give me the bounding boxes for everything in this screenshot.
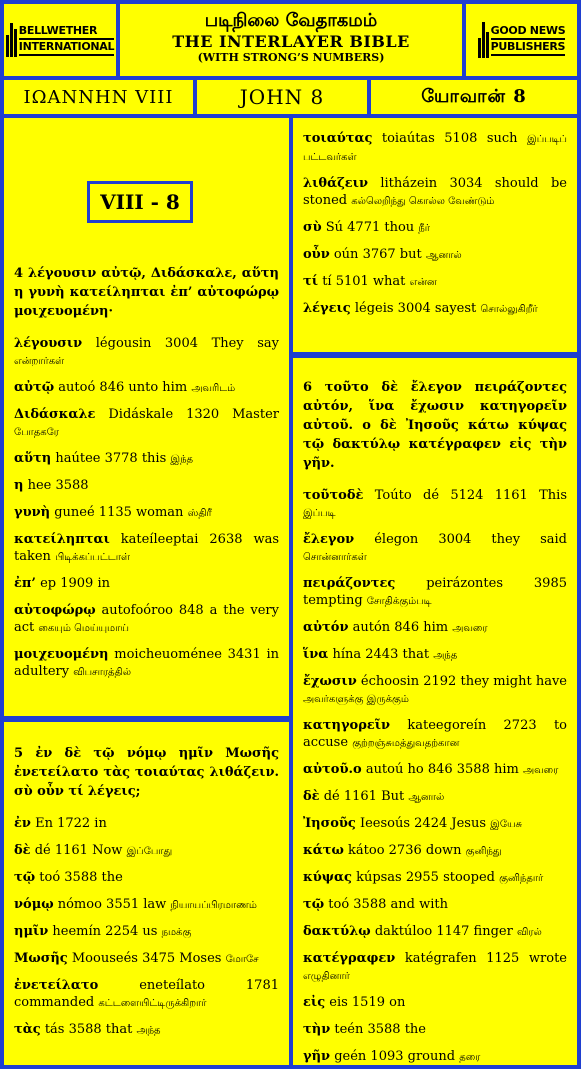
transliteration-strongs-gloss: kátoo 2736 down bbox=[348, 843, 462, 858]
right-logo-line1: GOOD NEWS bbox=[491, 24, 566, 40]
word-entry bbox=[14, 602, 279, 637]
tamil-gloss: இப்போது bbox=[126, 846, 173, 857]
transliteration-strongs-gloss: katégrafen 1125 wrote bbox=[404, 951, 567, 966]
word-entry bbox=[14, 575, 279, 593]
tamil-gloss: கல்லெறிந்து கொல்ல வேண்டும் bbox=[351, 196, 495, 207]
transliteration-strongs-gloss: Didáskale 1320 Master bbox=[108, 407, 279, 422]
greek-word: ἔλεγον bbox=[303, 532, 355, 547]
transliteration-strongs-gloss: dé 1161 Now bbox=[34, 843, 123, 858]
tamil-gloss: அவர்களுக்கு இருக்கும் bbox=[303, 694, 409, 705]
transliteration-strongs-gloss: teén 3588 the bbox=[334, 1022, 426, 1037]
transliteration-strongs-gloss: légeis 3004 sayest bbox=[354, 301, 477, 316]
greek-word: κύψας bbox=[303, 870, 352, 885]
tamil-gloss: குற்றஞ்சுமத்துவதற்கான bbox=[352, 738, 460, 749]
greek-word: εἰς bbox=[303, 995, 326, 1010]
transliteration-strongs-gloss: Ieesoús 2424 Jesus bbox=[359, 816, 487, 831]
greek-word: οὖν bbox=[303, 247, 330, 262]
tamil-gloss: விரல் bbox=[516, 927, 542, 938]
transliteration-strongs-gloss: tás 3588 that bbox=[44, 1022, 133, 1037]
tamil-gloss: நியாயப்பிரமாணம் bbox=[170, 900, 257, 911]
word-entry bbox=[14, 923, 279, 941]
tamil-gloss: நீர் bbox=[418, 223, 430, 234]
word-entry bbox=[303, 815, 567, 833]
greek-word: γῆν bbox=[303, 1049, 331, 1064]
word-entry bbox=[14, 531, 279, 566]
word-entry bbox=[14, 504, 279, 522]
right-publisher-logo bbox=[466, 4, 577, 76]
word-entry bbox=[303, 950, 567, 985]
greek-word: ημῖν bbox=[14, 924, 49, 939]
word-entry bbox=[303, 575, 567, 610]
greek-word: αὐτοφώρῳ bbox=[14, 603, 96, 618]
transliteration-strongs-gloss: toó 3588 and with bbox=[328, 897, 448, 912]
word-entry bbox=[14, 379, 279, 397]
word-entry bbox=[303, 842, 567, 860]
verse-5-word-list bbox=[14, 815, 279, 1039]
tamil-gloss: சோதிக்கும்படி bbox=[366, 596, 432, 607]
word-entry bbox=[303, 869, 567, 887]
word-entry bbox=[303, 788, 567, 806]
word-entry bbox=[14, 1021, 279, 1039]
transliteration-strongs-gloss: élegon 3004 they said bbox=[374, 532, 567, 547]
word-entry bbox=[303, 646, 567, 664]
transliteration-strongs-gloss: dé 1161 But bbox=[323, 789, 405, 804]
tamil-gloss: இப்படிப் பட்டவர்கள் bbox=[303, 134, 567, 163]
tamil-gloss: அந்த bbox=[433, 650, 458, 661]
transliteration-strongs-gloss: autofoóroo 848 a the very act bbox=[14, 603, 279, 635]
word-entry bbox=[14, 646, 279, 681]
word-entry bbox=[303, 896, 567, 914]
greek-word: τῷ bbox=[303, 897, 325, 912]
transliteration-strongs-gloss: ep 1909 in bbox=[40, 576, 110, 591]
transliteration-strongs-gloss: Sú 4771 thou bbox=[325, 220, 415, 235]
title-tamil: படிநிலை வேதாகமம் bbox=[204, 10, 378, 31]
word-entry bbox=[303, 130, 567, 166]
greek-word: Διδάσκαλε bbox=[14, 407, 96, 422]
greek-word: λέγεις bbox=[303, 301, 351, 316]
greek-word: αὐτῷ bbox=[14, 380, 55, 395]
greek-word: δὲ bbox=[14, 843, 31, 858]
greek-word: ἵνα bbox=[303, 647, 329, 662]
transliteration-strongs-gloss: heemín 2254 us bbox=[52, 924, 158, 939]
greek-word: ἐνετείλατο bbox=[14, 978, 99, 993]
tamil-gloss: இயேசு bbox=[490, 819, 523, 830]
left-logo-line2: INTERNATIONAL bbox=[19, 40, 114, 56]
transliteration-strongs-gloss: tí 5101 what bbox=[322, 274, 406, 289]
greek-word: πειράζοντες bbox=[303, 576, 396, 591]
word-entry bbox=[303, 1048, 567, 1066]
tamil-gloss: குனிந்து bbox=[465, 846, 502, 857]
greek-word: λέγουσιν bbox=[14, 336, 83, 351]
word-entry bbox=[303, 246, 567, 264]
greek-word: δὲ bbox=[303, 789, 320, 804]
tamil-gloss: ஆனால் bbox=[425, 250, 462, 261]
good-news-logo-icon bbox=[478, 22, 489, 58]
transliteration-strongs-gloss: litházein 3034 should be stoned bbox=[303, 176, 567, 208]
chapter-greek: ΙΩΑΝΝΗΝ VIII bbox=[4, 80, 193, 114]
transliteration-strongs-gloss: peirázontes 3985 tempting bbox=[303, 576, 567, 608]
tamil-gloss: மோசே bbox=[225, 954, 259, 965]
greek-word: αὐτοῦ.ο bbox=[303, 762, 362, 777]
tamil-gloss: சொல்லுகிறீர் bbox=[480, 304, 538, 315]
tamil-gloss: சொன்னார்கள் bbox=[303, 552, 367, 563]
verse-4-greek: 4 λέγουσιν αὐτῷ, Διδάσκαλε, αὕτη η γυνὴ κατείληπται ἐπ’ αὐτοφώρῳ μοιχευομένη· bbox=[14, 266, 279, 319]
greek-word: τὰς bbox=[14, 1022, 41, 1037]
transliteration-strongs-gloss: autoú ho 846 3588 him bbox=[365, 762, 519, 777]
greek-word: ἐπ’ bbox=[14, 576, 36, 591]
transliteration-strongs-gloss: En 1722 in bbox=[35, 816, 107, 831]
transliteration-strongs-gloss: kateíleeptai 2638 was taken bbox=[14, 532, 279, 564]
chapter-english: JOHN 8 bbox=[197, 80, 367, 114]
word-entry bbox=[14, 896, 279, 914]
greek-word: ἔχωσιν bbox=[303, 674, 357, 689]
greek-word: τῷ bbox=[14, 870, 36, 885]
left-panel-verse5 bbox=[4, 722, 289, 1065]
word-entry bbox=[14, 977, 279, 1012]
greek-word: τοῦτοδὲ bbox=[303, 488, 364, 503]
greek-word: τοιαύτας bbox=[303, 131, 373, 146]
tamil-gloss: ஆனால் bbox=[408, 792, 445, 803]
word-entry bbox=[303, 761, 567, 779]
greek-word: δακτύλῳ bbox=[303, 924, 371, 939]
transliteration-strongs-gloss: autón 846 him bbox=[352, 620, 449, 635]
tamil-gloss: அந்த bbox=[136, 1025, 161, 1036]
transliteration-strongs-gloss: haútee 3778 this bbox=[55, 451, 167, 466]
transliteration-strongs-gloss: eneteílato 1781 commanded bbox=[14, 978, 279, 1010]
verse-4-word-list bbox=[14, 335, 279, 681]
greek-word: κατέγραφεν bbox=[303, 951, 396, 966]
bellwether-logo-icon bbox=[6, 23, 17, 57]
chapter-tamil: யோவான் 8 bbox=[371, 80, 577, 114]
right-panel-verse6 bbox=[293, 358, 577, 1065]
word-entry bbox=[14, 869, 279, 887]
word-entry bbox=[14, 406, 279, 441]
word-entry bbox=[14, 842, 279, 860]
word-entry bbox=[303, 300, 567, 318]
greek-word: Ἰησοῦς bbox=[303, 816, 356, 831]
greek-word: σὺ bbox=[303, 220, 322, 235]
greek-word: Μωσῆς bbox=[14, 951, 68, 966]
transliteration-strongs-gloss: geén 1093 ground bbox=[334, 1049, 456, 1064]
greek-word: αὐτόν bbox=[303, 620, 349, 635]
greek-word: κατηγορεῖν bbox=[303, 718, 391, 733]
right-logo-line2: PUBLISHERS bbox=[491, 40, 566, 56]
greek-word: ἐν bbox=[14, 816, 31, 831]
verse-5-continued-word-list bbox=[303, 130, 567, 318]
tamil-gloss: போதகரே bbox=[14, 427, 59, 438]
transliteration-strongs-gloss: échoosin 2192 they might have bbox=[360, 674, 567, 689]
transliteration-strongs-gloss: Toúto dé 5124 1161 This bbox=[374, 488, 567, 503]
transliteration-strongs-gloss: légousin 3004 They say bbox=[95, 336, 279, 351]
transliteration-strongs-gloss: eis 1519 on bbox=[329, 995, 406, 1010]
transliteration-strongs-gloss: hee 3588 bbox=[27, 478, 89, 493]
greek-word: νόμῳ bbox=[14, 897, 54, 912]
transliteration-strongs-gloss: toó 3588 the bbox=[39, 870, 123, 885]
right-panel-verse5-cont bbox=[293, 118, 577, 352]
greek-word: λιθάζειν bbox=[303, 176, 368, 191]
greek-word: αὕτη bbox=[14, 451, 52, 466]
title-main: THE INTERLAYER BIBLE bbox=[172, 32, 410, 51]
transliteration-strongs-gloss: autoó 846 unto him bbox=[58, 380, 188, 395]
word-entry bbox=[14, 950, 279, 968]
word-entry bbox=[303, 994, 567, 1012]
word-entry bbox=[303, 219, 567, 237]
transliteration-strongs-gloss: nómoo 3551 law bbox=[57, 897, 167, 912]
transliteration-strongs-gloss: kúpsas 2955 stooped bbox=[356, 870, 495, 885]
tamil-gloss: குனிந்தார் bbox=[499, 873, 544, 884]
tamil-gloss: அவரிடம் bbox=[191, 383, 236, 394]
word-entry bbox=[303, 923, 567, 941]
word-entry bbox=[14, 335, 279, 370]
transliteration-strongs-gloss: hína 2443 that bbox=[332, 647, 430, 662]
greek-word: τὴν bbox=[303, 1022, 331, 1037]
greek-word: μοιχευομένη bbox=[14, 647, 109, 662]
tamil-gloss: என்றார்கள் bbox=[14, 356, 65, 367]
greek-word: η bbox=[14, 478, 24, 493]
word-entry bbox=[303, 717, 567, 752]
greek-word: κατείληπται bbox=[14, 532, 110, 547]
tamil-gloss: எழுதினார் bbox=[303, 971, 350, 982]
greek-word: κάτω bbox=[303, 843, 344, 858]
left-publisher-logo bbox=[4, 4, 116, 76]
chapter-verse-box: VIII - 8 bbox=[87, 181, 193, 223]
word-entry bbox=[14, 450, 279, 468]
tamil-gloss: விபசாரத்தில் bbox=[73, 667, 131, 678]
title-block bbox=[120, 4, 462, 76]
tamil-gloss: இந்த bbox=[170, 454, 194, 465]
word-entry bbox=[303, 487, 567, 522]
verse-5-greek: 5 ἐν δὲ τῷ νόμῳ ημῖν Μωσῆς ἐνετείλατο τὰς τοιαύτας λιθάζειν. σὺ οὖν τί λέγεις; bbox=[14, 746, 279, 799]
word-entry bbox=[303, 673, 567, 708]
greek-word: τί bbox=[303, 274, 319, 289]
transliteration-strongs-gloss: toiaútas 5108 such bbox=[381, 131, 518, 146]
tamil-gloss: என்ன bbox=[409, 277, 437, 288]
tamil-gloss: கட்டளையிட்டிருக்கிறார் bbox=[98, 998, 207, 1009]
word-entry bbox=[303, 1021, 567, 1039]
word-entry bbox=[303, 273, 567, 291]
word-entry bbox=[303, 175, 567, 210]
word-entry bbox=[303, 619, 567, 637]
tamil-gloss: தரை bbox=[459, 1052, 481, 1063]
transliteration-strongs-gloss: Moouseés 3475 Moses bbox=[71, 951, 222, 966]
word-entry bbox=[14, 477, 279, 495]
tamil-gloss: ஸ்திரீ bbox=[187, 508, 212, 519]
verse-6-word-list bbox=[303, 487, 567, 1066]
left-logo-line1: BELLWETHER bbox=[19, 24, 114, 40]
transliteration-strongs-gloss: guneé 1135 woman bbox=[54, 505, 184, 520]
transliteration-strongs-gloss: daktúloo 1147 finger bbox=[374, 924, 513, 939]
word-entry bbox=[303, 531, 567, 566]
verse-6-greek: 6 τοῦτο δὲ ἔλεγον πειράζοντες αὐτόν, ἵνα ἔχωσιν κατηγορεῖν αὐτοῦ. ο δὲ Ἰησοῦς κάτω κύψας τῷ δακτύλῳ κατέγραφεν εἰς τὴν γῆν. bbox=[303, 380, 567, 471]
tamil-gloss: கையும் மெய்யுமாய் bbox=[38, 623, 129, 634]
tamil-gloss: பிடிக்கப்பட்டாள் bbox=[55, 552, 130, 563]
title-subtitle: (WITH STRONG’S NUMBERS) bbox=[197, 51, 385, 64]
tamil-gloss: அவரை bbox=[452, 623, 488, 634]
transliteration-strongs-gloss: moicheuoménee 3431 in adultery bbox=[14, 647, 279, 679]
word-entry bbox=[14, 815, 279, 833]
transliteration-strongs-gloss: kateegoreín 2723 to accuse bbox=[303, 718, 567, 750]
greek-word: γυνὴ bbox=[14, 505, 51, 520]
tamil-gloss: நமக்கு bbox=[161, 927, 192, 938]
tamil-gloss: இப்படி bbox=[303, 508, 336, 519]
transliteration-strongs-gloss: oún 3767 but bbox=[333, 247, 422, 262]
tamil-gloss: அவரை bbox=[522, 765, 559, 776]
